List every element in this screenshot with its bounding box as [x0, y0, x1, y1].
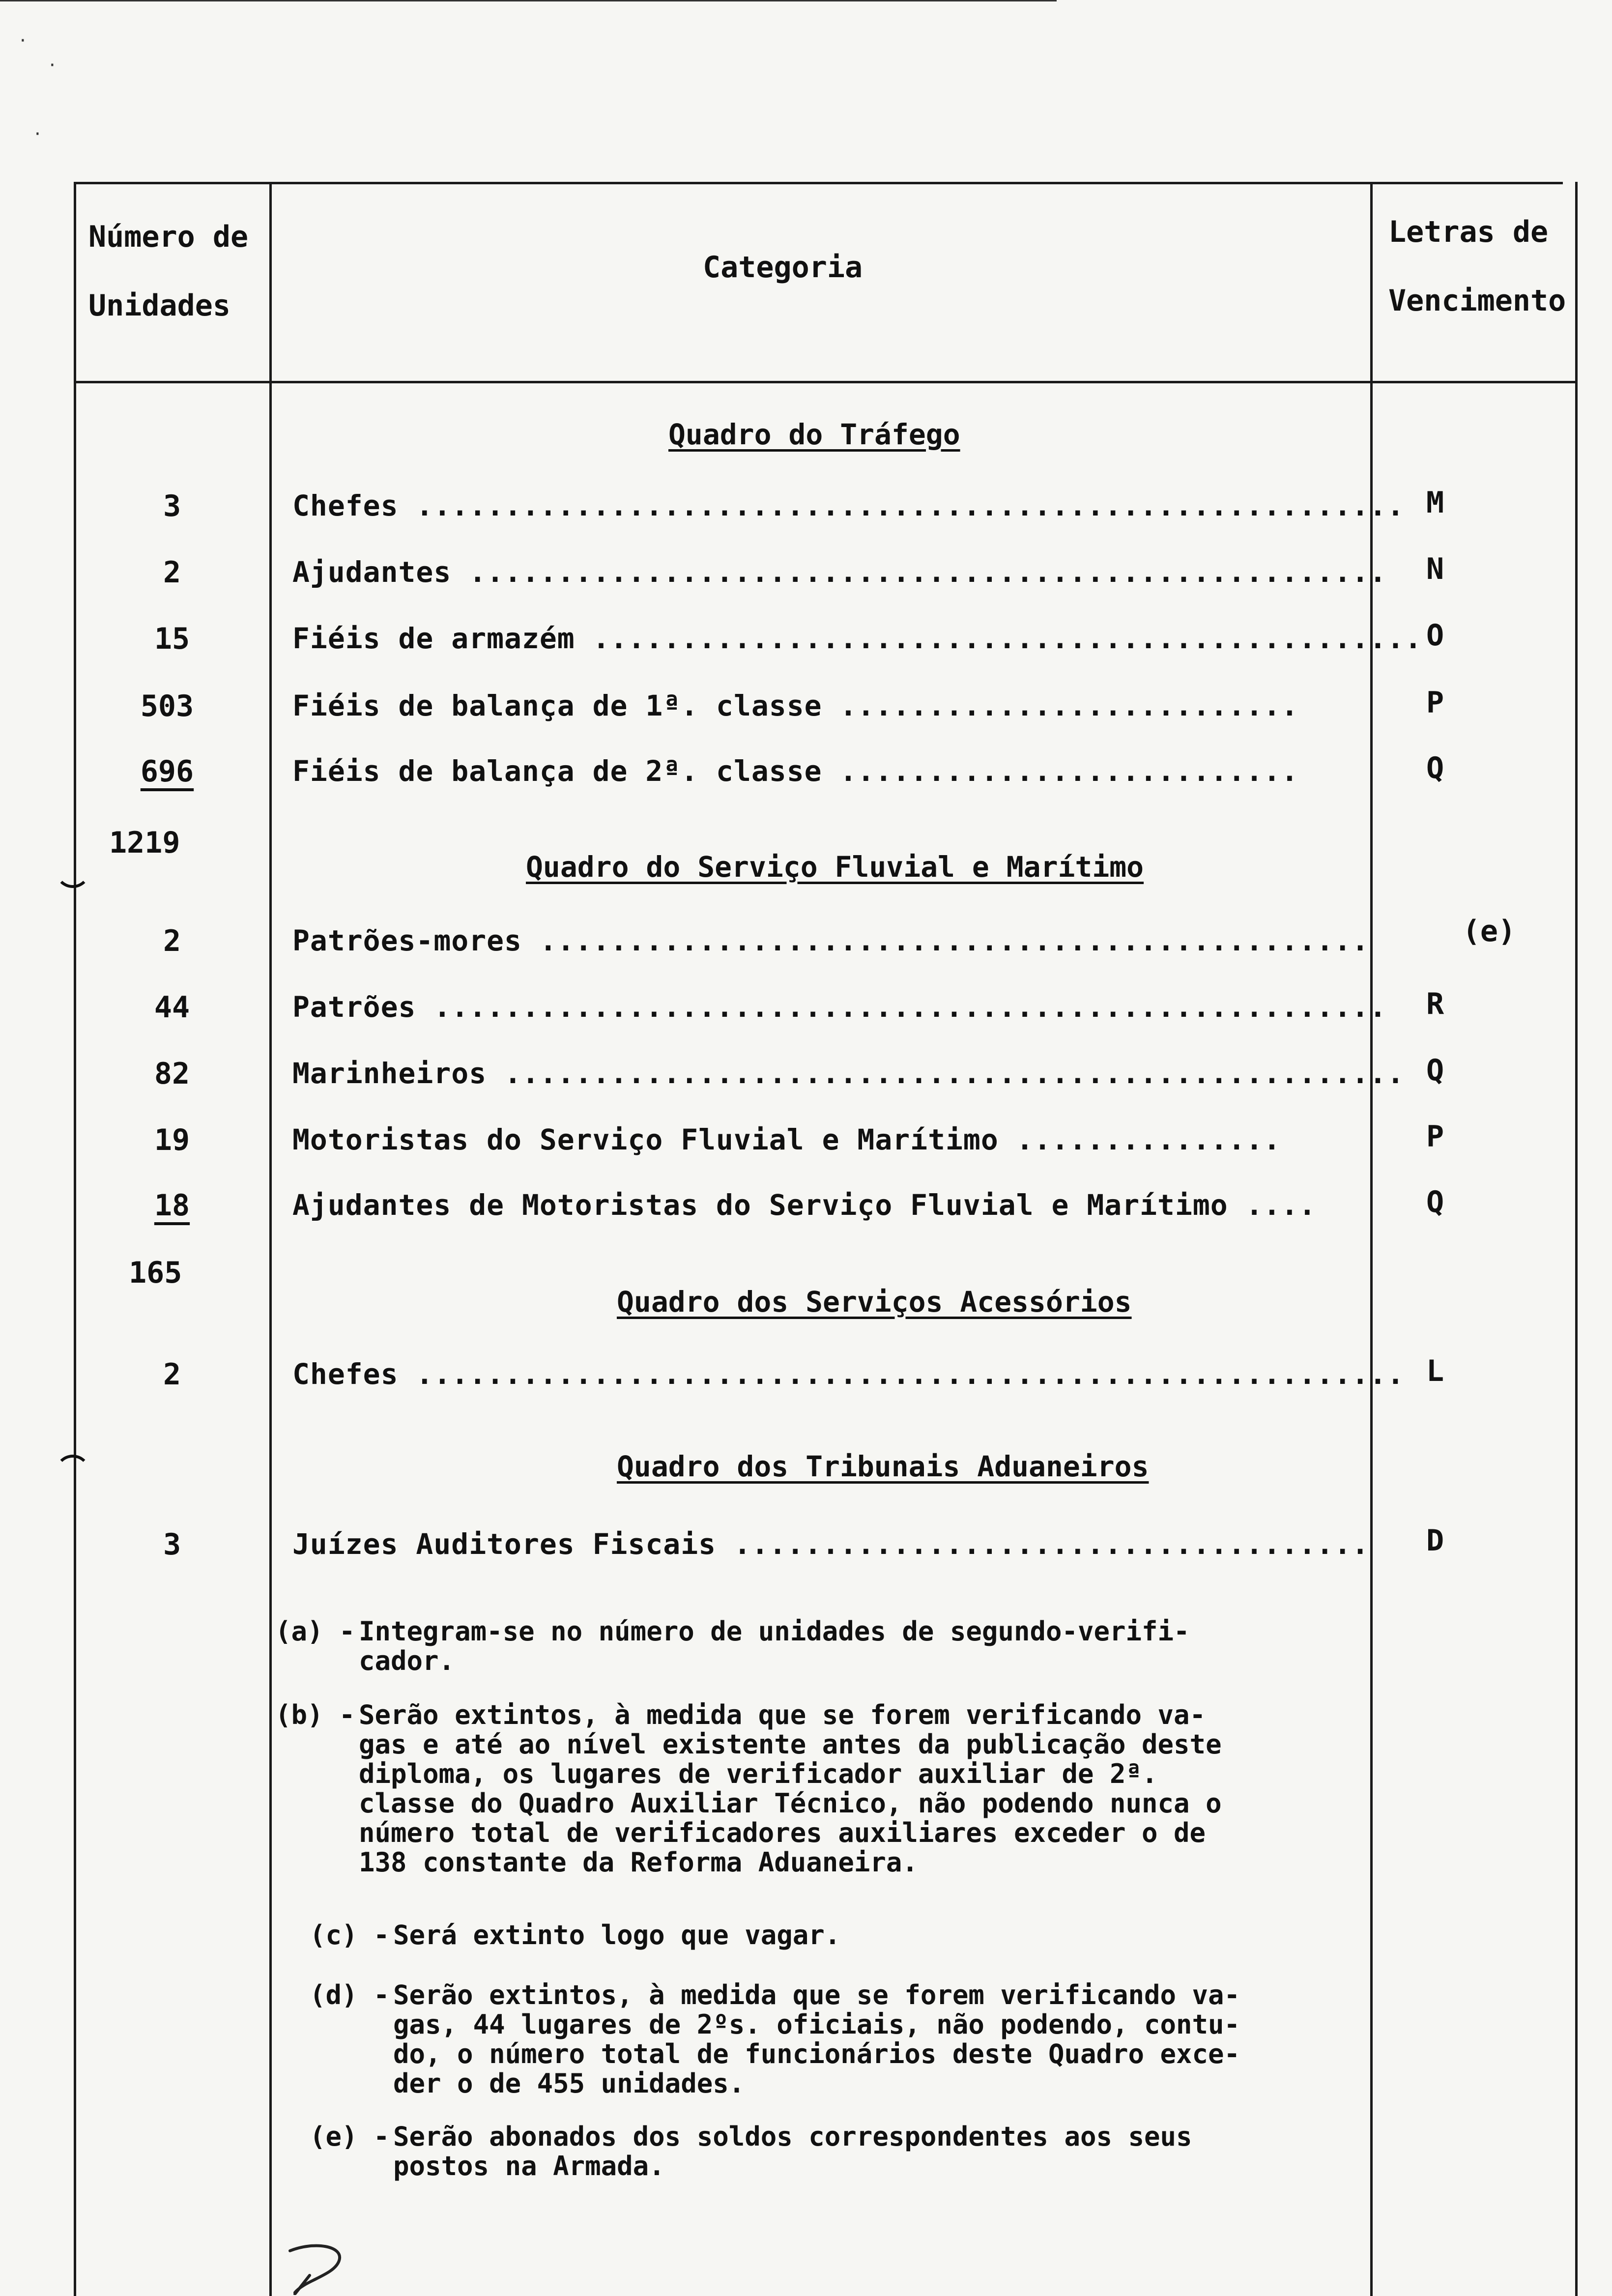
footnote-c [310, 1921, 1312, 1950]
letter-cell: R [1426, 987, 1444, 1021]
footnote-mark: (d) - [310, 1980, 390, 2010]
footnote-line: der o de 455 unidades. [393, 2068, 745, 2099]
header-divider [74, 381, 1578, 383]
letter-cell: Q [1426, 751, 1444, 785]
section-subtotal: 1219 [109, 826, 180, 860]
header-units-line1: Número de [88, 220, 249, 254]
letter-cell: P [1426, 1119, 1444, 1154]
col-divider-1 [269, 182, 272, 2296]
scan-speck: · [34, 123, 41, 145]
footnote-mark: (e) - [310, 2121, 390, 2152]
units-cell: 2 [163, 555, 181, 590]
units-cell: 3 [163, 489, 181, 523]
footnote-line: Serão abonados dos soldos correspondentes aos seus [393, 2121, 1192, 2152]
footnote-mark: (a) - [275, 1616, 355, 1647]
category-cell: Patrões ...................................................... [292, 990, 1387, 1024]
units-cell: 696 [140, 754, 194, 789]
category-cell: Juízes Auditores Fiscais .................................... [292, 1527, 1370, 1561]
units-cell: 2 [163, 1357, 181, 1392]
footnote-line: diploma, os lugares de verificador auxiliar de 2ª. [359, 1758, 1158, 1789]
footnote-line: gas e até ao nível existente antes da publicação deste [359, 1729, 1222, 1760]
category-cell: Patrões-mores ............................................... [292, 924, 1370, 957]
category-cell: Marinheiros ................................................... [292, 1057, 1405, 1090]
footnote-line: Integram-se no número de unidades de segundo-verifi- [359, 1616, 1190, 1647]
top-border [74, 182, 1563, 184]
footnote-line: Serão extintos, à medida que se forem verificando va- [393, 1980, 1240, 2010]
footnote-d [310, 1980, 1312, 2098]
section-subtotal: 165 [129, 1256, 182, 1290]
category-cell: Motoristas do Serviço Fluvial e Marítimo ............... [292, 1123, 1281, 1156]
header-category: Categoria [703, 250, 863, 285]
left-border [74, 182, 76, 2296]
category-cell: Fiéis de armazém ............................................... [292, 622, 1422, 655]
units-cell: 503 [140, 689, 194, 723]
section-title-trafego: Quadro do Tráfego [668, 418, 960, 451]
footnote-line: número total de verificadores auxiliares exceder o de [359, 1817, 1206, 1848]
category-cell: Chefes ........................................................ [292, 1357, 1405, 1391]
letter-cell: M [1426, 486, 1444, 520]
footnote-line: postos na Armada. [393, 2151, 665, 2181]
header-units-line2: Unidades [88, 288, 230, 323]
footnote-line: do, o número total de funcionários deste Quadro exce- [393, 2038, 1240, 2069]
letter-cell: L [1426, 1354, 1444, 1388]
letter-cell: Q [1426, 1053, 1444, 1088]
footnote-line: 138 constante da Reforma Aduaneira. [359, 1847, 918, 1878]
category-cell: Fiéis de balança de 1ª. classe .......................... [292, 689, 1299, 722]
footnote-line: Serão extintos, à medida que se forem verificando va- [359, 1699, 1206, 1730]
category-cell: Ajudantes .................................................... [292, 555, 1387, 589]
letter-cell: (e) [1462, 914, 1516, 948]
category-cell: Fiéis de balança de 2ª. classe .......................... [292, 754, 1299, 788]
units-cell: 82 [154, 1057, 190, 1091]
units-cell: 15 [154, 622, 190, 656]
header-letters-line2: Vencimento [1388, 284, 1566, 318]
scan-speck: · [49, 54, 56, 77]
category-cell: Chefes ........................................................ [292, 489, 1405, 522]
footnote-mark: (c) - [310, 1920, 390, 1951]
units-cell: 3 [163, 1527, 181, 1562]
units-cell: 2 [163, 924, 181, 958]
units-cell: 19 [154, 1123, 190, 1157]
footnote-line: gas, 44 lugares de 2ºs. oficiais, não podendo, contu- [393, 2009, 1240, 2040]
footnote-a [275, 1617, 1312, 1676]
category-cell: Ajudantes de Motoristas do Serviço Fluvial e Marítimo .... [292, 1188, 1317, 1222]
letter-cell: N [1426, 552, 1444, 586]
scan-speck: · [20, 29, 26, 52]
footnote-e [310, 2122, 1312, 2181]
section-title-tribunais: Quadro dos Tribunais Aduaneiros [617, 1450, 1149, 1483]
letter-cell: P [1426, 686, 1444, 720]
subtotal-bracket [55, 1455, 90, 1490]
top-page-rule [0, 0, 1057, 1]
units-cell: 44 [154, 990, 190, 1025]
letter-cell: Q [1426, 1185, 1444, 1219]
units-cell: 18 [154, 1188, 190, 1223]
handwritten-mark [275, 2241, 364, 2295]
footnote-b [275, 1700, 1312, 1877]
header-letters-line1: Letras de [1388, 215, 1549, 249]
footnote-line: classe do Quadro Auxiliar Técnico, não podendo nunca o [359, 1788, 1222, 1819]
right-border [1575, 182, 1578, 2296]
letter-cell: O [1426, 618, 1444, 653]
footnote-line: Será extinto logo que vagar. [393, 1920, 841, 1951]
footnote-mark: (b) - [275, 1699, 355, 1730]
footnote-line: cador. [359, 1645, 455, 1676]
section-title-acessorios: Quadro dos Serviços Acessórios [617, 1285, 1132, 1319]
subtotal-bracket [55, 853, 90, 888]
section-title-fluvial: Quadro do Serviço Fluvial e Marítimo [526, 850, 1144, 884]
letter-cell: D [1426, 1523, 1444, 1558]
